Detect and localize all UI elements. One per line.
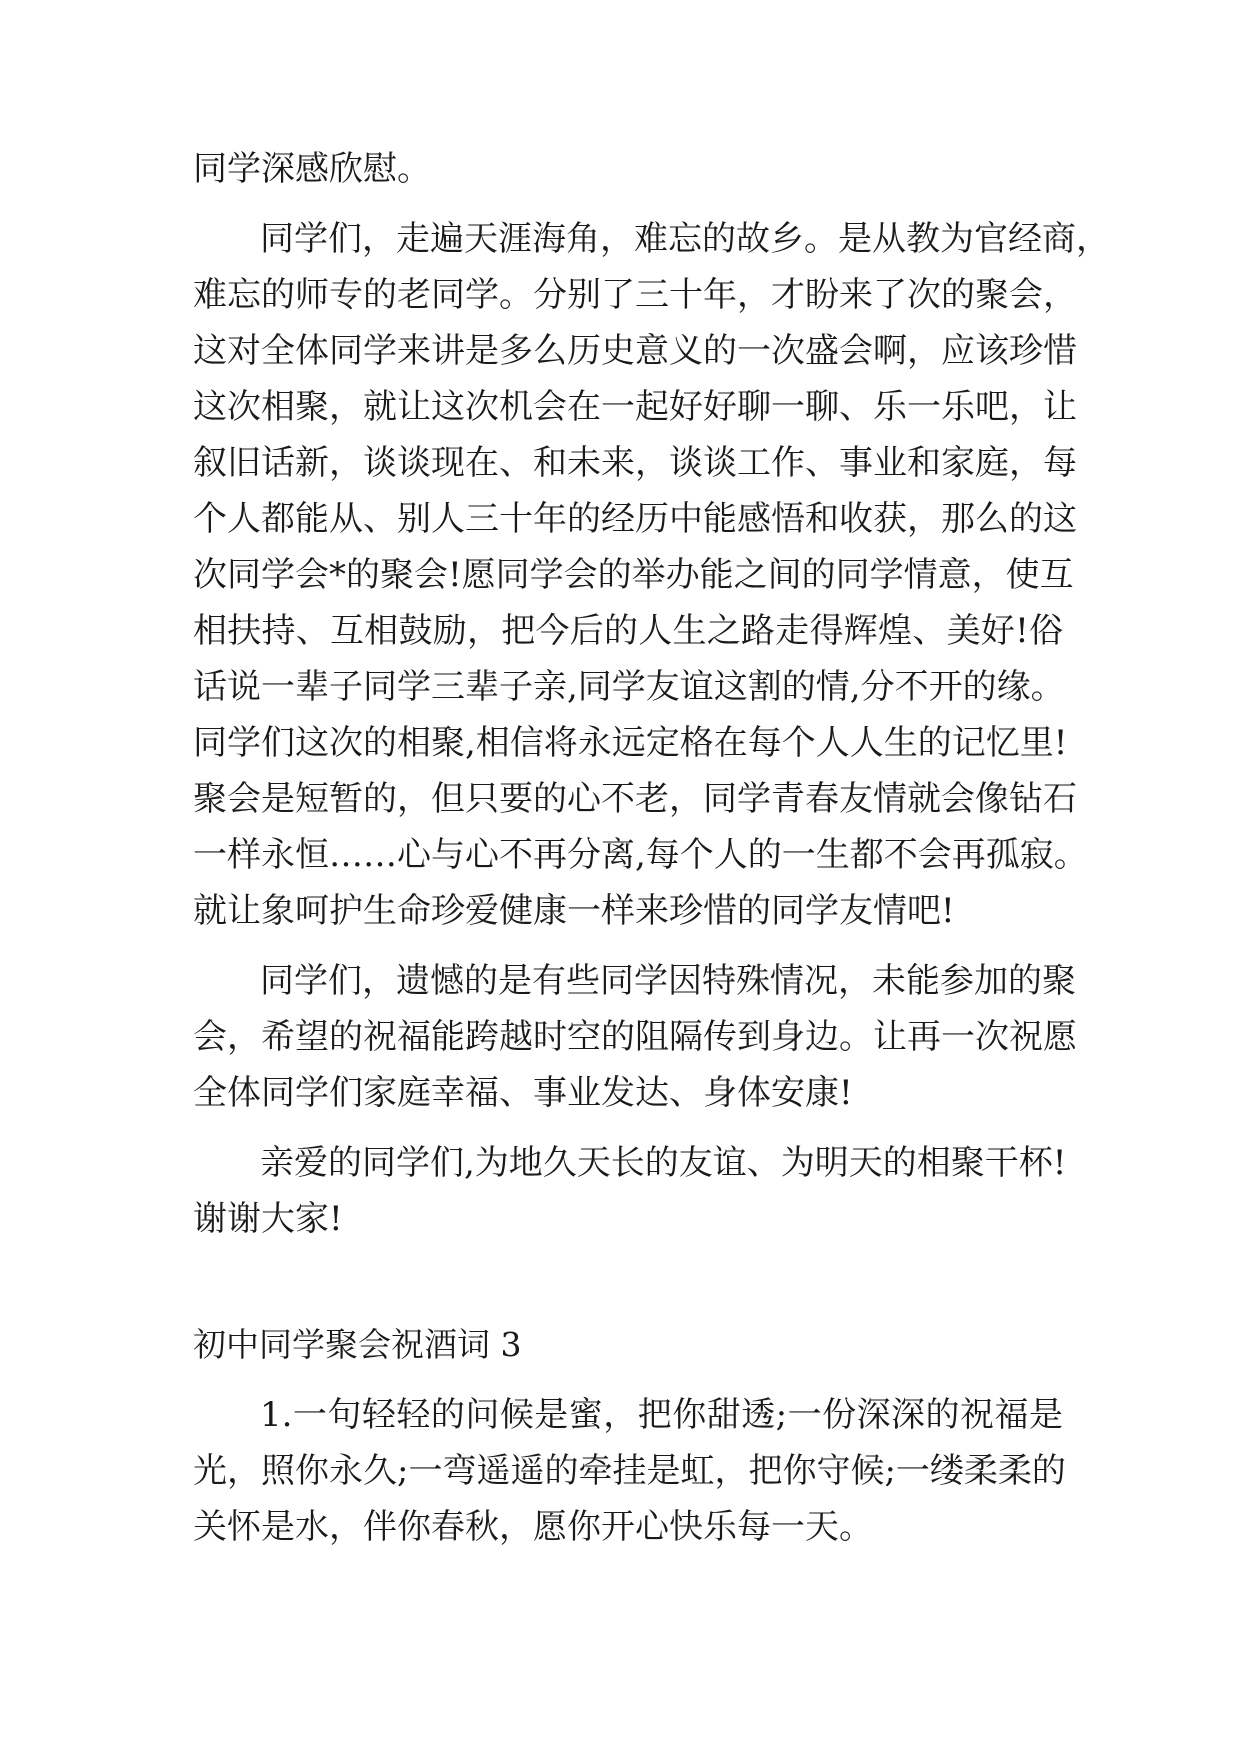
paragraph-1-line-13: 就让象呵护生命珍爱健康一样来珍惜的同学友情吧!: [193, 891, 955, 931]
paragraph-3-line-1: 亲爱的同学们,为地久天长的友谊、为明天的相聚干杯!: [260, 1143, 1067, 1183]
paragraph-1-line-1: 同学们，走遍天涯海角，难忘的故乡。是从教为官经商，: [260, 219, 1110, 259]
paragraph-4-line-1: 1.一句轻轻的问候是蜜，把你甜透;一份深深的祝福是: [260, 1395, 1063, 1435]
paragraph-3-line-2: 谢谢大家!: [193, 1199, 343, 1239]
paragraph-1-line-8: 相扶持、互相鼓励，把今后的人生之路走得辉煌、美好!俗: [193, 611, 1063, 651]
paragraph-1-line-3: 这对全体同学来讲是多么历史意义的一次盛会啊，应该珍惜: [193, 331, 1077, 371]
paragraph-4-line-2: 光，照你永久;一弯遥遥的牵挂是虹，把你守候;一缕柔柔的: [193, 1451, 1066, 1491]
paragraph-1-line-2: 难忘的师专的老同学。分别了三十年，才盼来了次的聚会，: [193, 275, 1077, 315]
paragraph-2-line-3: 全体同学们家庭幸福、事业发达、身体安康!: [193, 1073, 853, 1113]
paragraph-1-line-10: 同学们这次的相聚,相信将永远定格在每个人人生的记忆里!: [193, 723, 1068, 763]
paragraph-2-line-1: 同学们，遗憾的是有些同学因特殊情况，未能参加的聚: [260, 961, 1076, 1001]
paragraph-1-line-11: 聚会是短暂的，但只要的心不老，同学青春友情就会像钻石: [193, 779, 1077, 819]
paragraph-4-line-3: 关怀是水，伴你春秋，愿你开心快乐每一天。: [193, 1507, 873, 1547]
section-heading: 初中同学聚会祝酒词 3: [193, 1325, 522, 1364]
paragraph-1-line-9: 话说一辈子同学三辈子亲,同学友谊这割的情,分不开的缘。: [193, 667, 1065, 707]
continuation-line: 同学深感欣慰。: [193, 149, 431, 189]
paragraph-1-line-12: 一样永恒……心与心不再分离,每个人的一生都不会再孤寂。: [193, 835, 1088, 875]
paragraph-1-line-5: 叙旧话新，谈谈现在、和未来，谈谈工作、事业和家庭，每: [193, 443, 1077, 483]
paragraph-2-line-2: 会，希望的祝福能跨越时空的阻隔传到身边。让再一次祝愿: [193, 1017, 1077, 1057]
paragraph-1-line-4: 这次相聚，就让这次机会在一起好好聊一聊、乐一乐吧，让: [193, 387, 1077, 427]
paragraph-1-line-7: 次同学会*的聚会!愿同学会的举办能之间的同学情意，使互: [193, 555, 1074, 595]
paragraph-1-line-6: 个人都能从、别人三十年的经历中能感悟和收获，那么的这: [193, 499, 1077, 539]
